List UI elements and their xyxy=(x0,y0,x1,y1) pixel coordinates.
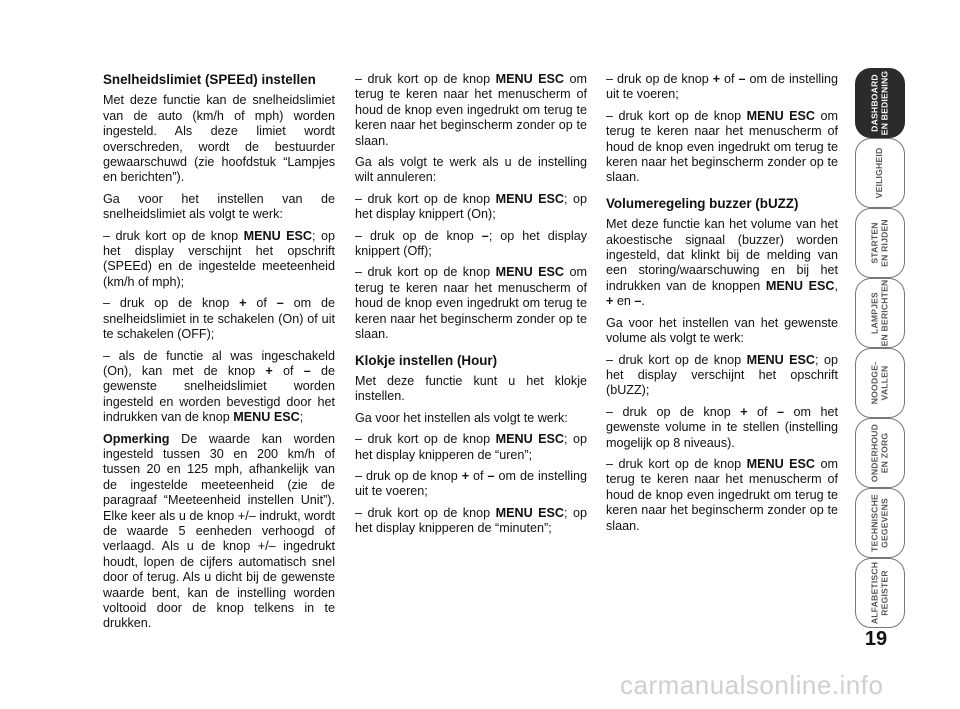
note-paragraph xyxy=(103,432,335,632)
paragraph: – druk kort op de knop MENU ESC; op het display knippert (On); xyxy=(355,191,587,222)
tab-label: DASHBOARD EN BEDIENING xyxy=(869,70,889,136)
paragraph: – druk op de knop –; op het display knippert (Off); xyxy=(355,228,588,259)
paragraph: – druk kort op de knop MENU ESC om terug te keren naar het menuscherm of houd de knop even ingedrukt om terug te keren naar het beginscherm zonder op te slaan. xyxy=(606,108,838,185)
tab-dashboard[interactable] xyxy=(855,68,905,138)
paragraph: – druk kort op de knop MENU ESC; op het display verschijnt het opschrift (SPEEd) en de ingestelde meeteenheid (km/h of mph); xyxy=(103,228,335,289)
tab-label: VEILIGHEID xyxy=(874,147,885,199)
paragraph: Met deze functie kunt u het klokje instellen. xyxy=(355,373,587,404)
column-2 xyxy=(355,72,587,543)
chapter-tabs xyxy=(855,68,905,628)
paragraph: – druk kort op de knop MENU ESC om terug te keren naar het menuscherm of houd de knop even ingedrukt om terug te keren naar het beginscherm zonder op te slaan. xyxy=(355,72,587,148)
heading-buzzer: Volumeregeling buzzer (bUZZ) xyxy=(606,195,799,211)
paragraph: Ga voor het instellen van de snelheidslimiet als volgt te werk: xyxy=(103,191,335,222)
heading-speed-limit: Snelheidslimiet (SPEEd) instellen xyxy=(103,72,316,87)
column-3 xyxy=(606,72,838,540)
tab-starten[interactable] xyxy=(855,208,905,278)
tab-label: LAMPJES EN BERICHTEN xyxy=(869,279,889,347)
paragraph: – druk kort op de knop MENU ESC; op het display verschijnt het opschrift (bUZZ); xyxy=(606,352,838,398)
paragraph: – druk kort op de knop MENU ESC om terug te keren naar het menuscherm of houd de knop even ingedrukt om terug te keren naar het beginscherm zonder op te slaan. xyxy=(606,456,838,533)
paragraph: – druk op de knop + of – om de instelling uit te voeren; xyxy=(355,468,587,499)
paragraph: Met deze functie kan het volume van het akoestische signaal (buzzer) worden ingesteld, dat klinkt bij de melding van een storing/waarschuwing en bij het indrukken van de knoppen MENU ESC, + en –. xyxy=(606,217,838,309)
paragraph: Ga voor het instellen als volgt te werk: xyxy=(355,410,568,425)
note-text: De waarde kan worden ingesteld tussen 30 en 200 km/h of tussen 20 en 125 mph, afhankelijk van de ingestelde meeteenheid (zie de paragraaf “Meeteenheid instellen Unit”). Elke keer als u de knop +/– indrukt, wordt de waarde 5 eenheden verhoogd of verlaagd. Als u de knop +/– ingedrukt houdt, lopen de cijfers automatisch snel door of terug. Als u dicht bij de gewenste waarde bent, kan de instelling worden voltooid door de knop telkens in te drukken. xyxy=(103,431,335,631)
tab-label: NOODGE- VALLEN xyxy=(869,361,889,405)
paragraph: – druk op de knop + of – om de snelheidslimiet in te schakelen (On) of uit te schakelen (OFF); xyxy=(103,296,335,342)
paragraph: – druk op de knop + of – om het gewenste volume in te stellen (instelling mogelijk op 8 niveaus). xyxy=(606,404,838,450)
tab-technische[interactable] xyxy=(855,488,905,558)
paragraph: – druk kort op de knop MENU ESC om terug te keren naar het menuscherm of houd de knop even ingedrukt om terug te keren naar het beginscherm zonder op te slaan. xyxy=(355,265,587,342)
heading-clock: Klokje instellen (Hour) xyxy=(355,352,498,368)
paragraph: – druk op de knop + of – om de instelling uit te voeren; xyxy=(606,72,838,102)
tab-label: STARTEN EN RIJDEN xyxy=(869,219,889,267)
paragraph: – druk kort op de knop MENU ESC; op het display knipperen de “minuten”; xyxy=(355,505,587,536)
tab-label: ALFABETISCH REGISTER xyxy=(869,561,889,625)
tab-label: TECHNISCHE GEGEVENS xyxy=(869,494,889,552)
note-label: Opmerking xyxy=(103,431,170,446)
tab-register[interactable] xyxy=(855,558,905,628)
paragraph: – als de functie al was ingeschakeld (On), kan met de knop + of – de gewenste snelheidslimiet worden ingesteld en worden bevestigd door het indrukken van de knop MENU ESC; xyxy=(103,348,335,425)
column-1 xyxy=(103,72,335,638)
tab-lampjes[interactable] xyxy=(855,278,905,348)
paragraph: Ga voor het instellen van het gewenste volume als volgt te werk: xyxy=(606,315,838,346)
tab-noodgevallen[interactable] xyxy=(855,348,905,418)
tab-veiligheid[interactable] xyxy=(855,138,905,208)
watermark: carmanualsonline.info xyxy=(620,670,884,700)
paragraph: – druk kort op de knop MENU ESC; op het display knipperen de “uren”; xyxy=(355,432,587,462)
tab-onderhoud[interactable] xyxy=(855,418,905,488)
page-number: 19 xyxy=(864,628,888,650)
paragraph: Ga als volgt te werk als u de instelling wilt annuleren: xyxy=(355,155,587,185)
tab-label: ONDERHOUD EN ZORG xyxy=(869,423,889,483)
paragraph: Met deze functie kan de snelheidslimiet van de auto (km/h of mph) worden ingesteld. Als deze limiet wordt overschreden, wordt de bestuurder gewaarschuwd (zie hoofdstuk “Lampjes en berichten”). xyxy=(103,93,335,185)
